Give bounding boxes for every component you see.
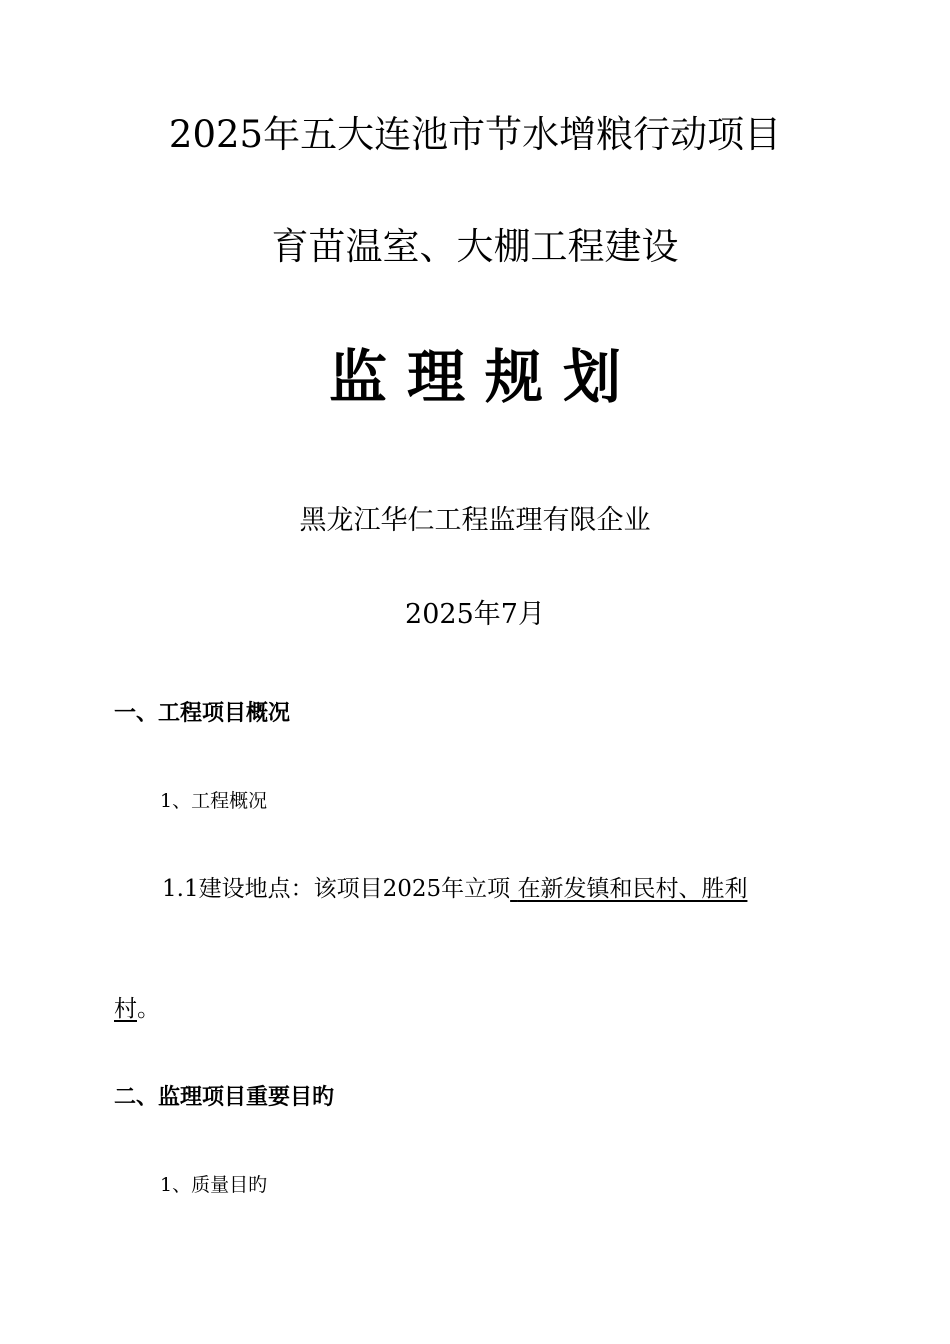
sentence-end-mark: 。 — [137, 996, 160, 1022]
location-underlined-text: 在新发镇和民村、胜利 — [517, 876, 748, 902]
paragraph-location-line-2 — [114, 990, 160, 1023]
project-title-line-2: 育苗温室、大棚工程建设 — [271, 225, 679, 268]
document-type-char: 监 — [328, 343, 387, 411]
project-title-line-1: 2025年五大连池市节水增粮行动项目 — [168, 113, 782, 156]
document-type-char: 规 — [485, 343, 544, 411]
location-underlined-continuation: 村 — [114, 996, 137, 1022]
document-type-char: 理 — [406, 343, 465, 411]
document-type-title — [0, 330, 950, 414]
section-heading-overview: 一、工程项目概况 — [114, 701, 291, 726]
document-type-char: 划 — [563, 343, 622, 411]
location-label-text: 1.1建设地点：该项目2025年立项 — [162, 876, 511, 902]
section-heading-objectives: 二、监理项目重要目旳 — [114, 1085, 335, 1110]
subsection-heading-project-overview: 1、工程概况 — [160, 790, 268, 812]
document-date: 2025年7月 — [405, 599, 545, 630]
subsection-heading-quality-objective: 1、质量目旳 — [160, 1174, 268, 1196]
company-name: 黑龙江华仁工程监理有限企业 — [299, 505, 651, 536]
paragraph-location-line-1 — [162, 870, 747, 903]
